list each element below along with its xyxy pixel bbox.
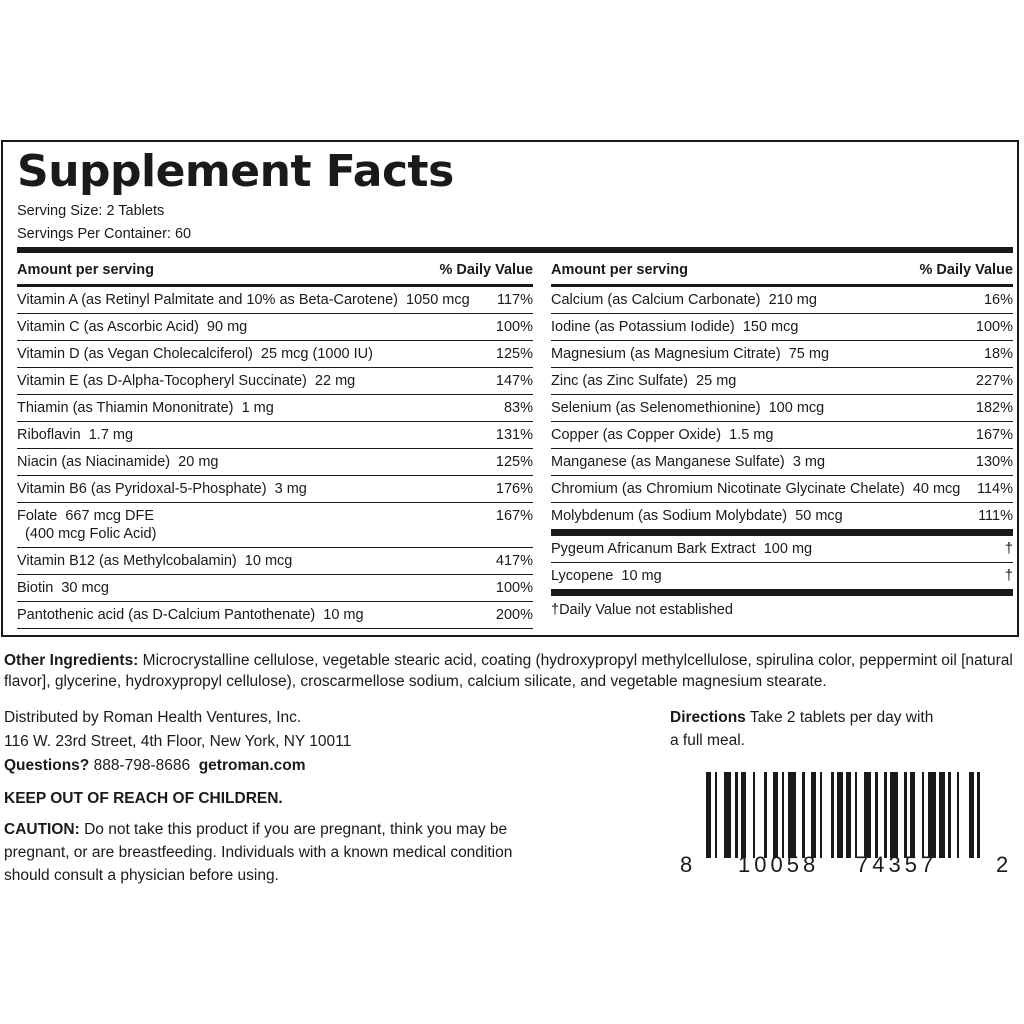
left-nutrient-rows — [17, 287, 533, 629]
barcode-bar — [846, 772, 851, 858]
questions-label: Questions? — [4, 757, 90, 774]
top-rule — [17, 247, 1013, 253]
barcode-left-digit: 8 — [680, 852, 697, 877]
questions-phone: 888-798-8686 — [89, 757, 199, 774]
nutrient-name: Magnesium (as Magnesium Citrate) 75 mg — [551, 346, 830, 362]
daily-value-percent: 83% — [503, 400, 533, 416]
keep-out-warning: KEEP OUT OF REACH OF CHILDREN. — [4, 790, 283, 807]
barcode-bar — [811, 772, 816, 858]
questions-website: getroman.com — [198, 757, 306, 774]
nutrient-name: Chromium (as Chromium Nicotinate Glycinate Chelate) 40 mcg — [551, 481, 961, 497]
barcode-bar — [855, 772, 858, 858]
nutrient-name: Vitamin C (as Ascorbic Acid) 90 mg — [17, 319, 248, 335]
daily-value-percent: 117% — [496, 292, 533, 308]
barcode-bar — [864, 772, 872, 858]
barcode-bar — [928, 772, 936, 858]
nutrient-name: Vitamin B12 (as Methylcobalamin) 10 mcg — [17, 553, 293, 569]
barcode-bar — [802, 772, 805, 858]
barcode-bar — [977, 772, 980, 858]
daily-value-percent: 131% — [495, 427, 533, 443]
nutrient-name: Selenium (as Selenomethionine) 100 mcg — [551, 400, 825, 416]
daily-value-percent: 167% — [495, 508, 533, 524]
nutrient-name: Manganese (as Manganese Sulfate) 3 mg — [551, 454, 826, 470]
barcode-bar — [890, 772, 898, 858]
nutrient-row — [17, 287, 533, 314]
header-amount-per-serving: Amount per serving — [17, 262, 154, 278]
daily-value-percent: † — [1004, 541, 1013, 557]
questions-line — [4, 754, 564, 778]
right-extra-rows — [551, 536, 1013, 590]
barcode-bar — [831, 772, 834, 858]
panel-title: Supplement Facts — [17, 146, 454, 197]
nutrient-name: Thiamin (as Thiamin Mononitrate) 1 mg — [17, 400, 274, 416]
barcode-bar — [741, 772, 746, 858]
daily-value-percent: † — [1004, 568, 1013, 584]
right-nutrient-column — [551, 256, 1013, 618]
nutrient-row — [551, 368, 1013, 395]
barcode-bar — [969, 772, 974, 858]
barcode-bar — [788, 772, 796, 858]
other-ingredients — [4, 650, 1014, 692]
nutrient-name: Lycopene 10 mg — [551, 568, 662, 584]
daily-value-percent: 100% — [495, 580, 533, 596]
nutrient-name: Vitamin B6 (as Pyridoxal-5-Phosphate) 3 mg — [17, 481, 307, 497]
barcode-digits-left-group: 10058 — [738, 852, 820, 877]
barcode-bar — [922, 772, 925, 858]
nutrient-row — [551, 395, 1013, 422]
nutrient-row — [17, 575, 533, 602]
right-nutrient-rows — [551, 287, 1013, 530]
barcode-bar — [875, 772, 878, 858]
nutrient-row — [17, 341, 533, 368]
barcode-bar — [735, 772, 738, 858]
barcode-bar — [715, 772, 718, 858]
nutrient-row — [551, 449, 1013, 476]
nutrient-name: Molybdenum (as Sodium Molybdate) 50 mcg — [551, 508, 843, 524]
nutrient-row — [17, 314, 533, 341]
nutrient-name: Folate 667 mcg DFE (400 mcg Folic Acid) — [17, 508, 157, 542]
directions-label: Directions — [670, 709, 746, 726]
directions-block — [670, 706, 940, 752]
nutrient-name: Pygeum Africanum Bark Extract 100 mg — [551, 541, 813, 557]
footnote-rule — [551, 590, 1013, 596]
barcode-bar — [837, 772, 842, 858]
header-daily-value: % Daily Value — [439, 262, 533, 278]
daily-value-footnote: †Daily Value not established — [551, 602, 733, 618]
other-ingredients-label: Other Ingredients: — [4, 652, 139, 669]
caution-block — [4, 818, 544, 887]
header-daily-value: % Daily Value — [919, 262, 1013, 278]
barcode-bar — [939, 772, 944, 858]
distributor-line-1: Distributed by Roman Health Ventures, Inc. — [4, 709, 302, 726]
nutrient-name: Vitamin A (as Retinyl Palmitate and 10% as Beta-Carotene) 1050 mcg — [17, 292, 470, 308]
upc-barcode — [706, 772, 986, 858]
supplement-facts-panel — [1, 140, 1019, 637]
barcode-bar — [753, 772, 756, 858]
daily-value-percent: 176% — [495, 481, 533, 497]
daily-value-percent: 417% — [495, 553, 533, 569]
daily-value-percent: 147% — [495, 373, 533, 389]
nutrient-name: Vitamin D (as Vegan Cholecalciferol) 25 mcg (1000 IU) — [17, 346, 373, 362]
nutrient-row — [17, 548, 533, 575]
nutrient-name: Biotin 30 mcg — [17, 580, 109, 596]
nutrient-row — [551, 314, 1013, 341]
nutrient-row — [17, 449, 533, 476]
right-column-header — [551, 256, 1013, 284]
barcode-bar — [910, 772, 915, 858]
nutrient-row — [551, 563, 1013, 590]
nutrient-row — [551, 503, 1013, 530]
nutrient-name: Riboflavin 1.7 mg — [17, 427, 134, 443]
daily-value-percent: 114% — [976, 481, 1013, 497]
nutrient-row — [551, 287, 1013, 314]
nutrient-name: Zinc (as Zinc Sulfate) 25 mg — [551, 373, 737, 389]
nutrient-name: Pantothenic acid (as D-Calcium Pantothenate) 10 mg — [17, 607, 364, 623]
nutrient-row — [17, 476, 533, 503]
barcode-bar — [773, 772, 778, 858]
caution-label: CAUTION: — [4, 821, 80, 838]
nutrient-name: Copper (as Copper Oxide) 1.5 mg — [551, 427, 774, 443]
daily-value-percent: 18% — [983, 346, 1013, 362]
nutrient-row — [17, 395, 533, 422]
barcode-bar — [764, 772, 767, 858]
distributor-block — [4, 706, 564, 778]
daily-value-percent: 182% — [975, 400, 1013, 416]
barcode-bar — [884, 772, 887, 858]
nutrient-row — [551, 476, 1013, 503]
nutrient-name: Calcium (as Calcium Carbonate) 210 mg — [551, 292, 817, 308]
nutrient-row — [17, 503, 533, 548]
barcode-bar — [948, 772, 951, 858]
nutrient-row — [17, 602, 533, 629]
nutrient-row — [551, 536, 1013, 563]
barcode-bar — [957, 772, 960, 858]
daily-value-percent: 227% — [975, 373, 1013, 389]
caution-text: Do not take this product if you are pregnant, think you may be pregnant, or are breastfeeding. Individuals with a known medical condition should consult a physician before using. — [4, 821, 513, 884]
daily-value-percent: 125% — [495, 454, 533, 470]
barcode-bar — [724, 772, 732, 858]
left-column-header — [17, 256, 533, 284]
daily-value-percent: 167% — [975, 427, 1013, 443]
directions-text: Take 2 tablets per day with a full meal. — [670, 709, 934, 749]
nutrient-row — [551, 422, 1013, 449]
nutrient-name: Niacin (as Niacinamide) 20 mg — [17, 454, 219, 470]
daily-value-percent: 16% — [983, 292, 1013, 308]
daily-value-percent: 100% — [495, 319, 533, 335]
barcode-right-digit: 2 — [996, 852, 1013, 877]
daily-value-percent: 125% — [495, 346, 533, 362]
barcode-bar — [820, 772, 823, 858]
daily-value-percent: 200% — [495, 607, 533, 623]
distributor-line-2: 116 W. 23rd Street, 4th Floor, New York, NY 10011 — [4, 733, 352, 750]
other-ingredients-text: Microcrystalline cellulose, vegetable stearic acid, coating (hydroxypropyl methylcellulose, spirulina color, peppermint oil [natural flavor], glycerine, hydroxypropyl cellulose), croscarmellose sodium, calcium silicate, and vegetable magnesium stearate. — [4, 652, 1013, 690]
servings-per-container: Servings Per Container: 60 — [17, 226, 192, 242]
barcode-bar — [706, 772, 711, 858]
header-amount-per-serving: Amount per serving — [551, 262, 688, 278]
daily-value-percent: 100% — [975, 319, 1013, 335]
daily-value-percent: 130% — [975, 454, 1013, 470]
barcode-digits-right-group: 74357 — [856, 852, 938, 877]
nutrient-row — [17, 422, 533, 449]
nutrient-name: Vitamin E (as D-Alpha-Tocopheryl Succinate) 22 mg — [17, 373, 356, 389]
nutrient-row — [551, 341, 1013, 368]
nutrient-name: Iodine (as Potassium Iodide) 150 mcg — [551, 319, 799, 335]
serving-size: Serving Size: 2 Tablets — [17, 203, 165, 219]
barcode-bar — [782, 772, 785, 858]
barcode-bar — [904, 772, 907, 858]
daily-value-percent: 111% — [978, 508, 1013, 524]
nutrient-row — [17, 368, 533, 395]
left-nutrient-column — [17, 256, 533, 629]
